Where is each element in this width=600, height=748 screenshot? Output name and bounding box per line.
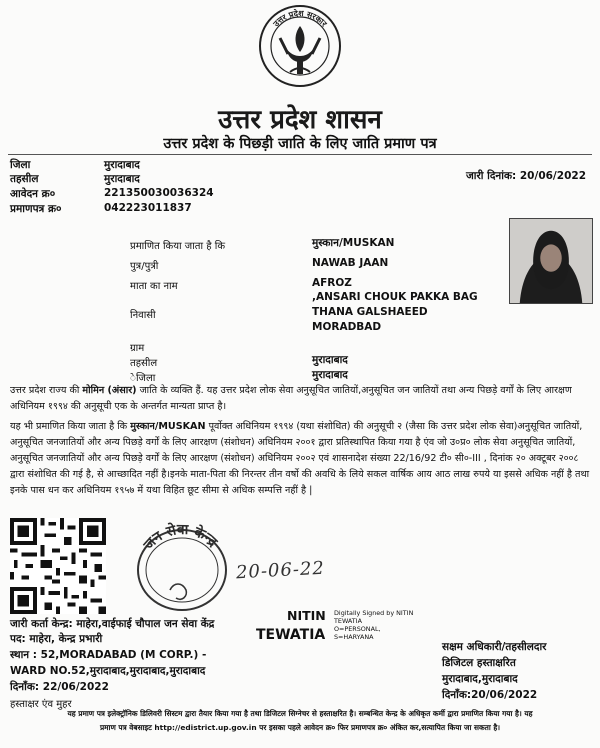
address-line-2: THANA GALSHAEED [312,306,428,318]
issuer-post: पद: माहेरा, केन्द्र प्रभारी [10,633,103,645]
up-government-seal-icon [258,4,342,88]
caste-name: मोमिन (अंसार) [82,385,137,396]
field-district-value: मुरादाबाद [312,369,348,381]
address-line-1: ,ANSARI CHOUK PAKKA BAG [312,291,478,303]
certified-label: प्रमाणित किया जाता है कि [130,241,226,252]
authority-signed: डिजिटल हस्ताक्षरित [442,657,516,669]
authority-place: मुरादाबाद,मुरादाबाद [442,673,518,685]
footer-line-1: यह प्रमाण पत्र इलेक्ट्रॉनिक डिलिवरी सिस्टम द्वारा तैयार किया गया है तथा डिजिटल सिग्नेचर से हस्ताक्षरित है। सम्बन्धित केन्द्र के अधिकृत कर्मी द्वारा प्रमाणित किया गया है। यह [67,709,533,718]
certification-paragraph [10,419,592,499]
applicant-photo [509,218,593,304]
father-label: पुत्र/पुत्री [130,261,159,272]
signer-name-last: TEWATIA [256,627,326,643]
footer-line-2: प्रमाण पत्र वेबसाइट http://edistrict.up.gov.in पर इसका पहले आवेदन क्र० फिर प्रमाणपत्र क्र० अंकित कर,सत्यापित किया जा सकता है। [99,723,501,732]
p2-text-b: पूर्वोक्त अधिनियम १९९४ (यथा संशोधित) की अनुसूची २ (जैसा कि उत्तर प्रदेश लोक सेवा)अनुसूचित जातियों, अनुसूचित जनजातियों और अन्य पिछड़े वर्गों के लिए आरक्षण (संशोधन) अधिनियम २००१ द्वारा प्रतिस्थापित किया गया है एंव जो उ०प्र० लोक सेवा अनुसूचित जातियों, अनुसूचित जनजातियों और अन्य पिछड़े वर्गों के लिए आरक्षण (संशोधन) अधिनियम २००२ एवं शासनादेश संख्या 22/16/92 टी० सी०-III , दिनांक २० अक्टूबर २००८ द्वारा संशोधित की गई है, से आच्छादित नहीं है।इनके माता-पिता की निरन्तर तीन वर्षो की अवधि के लिये सकल वार्षिक आय आठ लाख रुपये या इससे अधिक नहीं है तथा इनके पास धन कर अधिनियम १९५७ में यथा विहित छूट सीमा से अधिक सम्पत्ति नहीं है | [10,421,590,496]
p2-applicant-name: मुस्कान/MUSKAN [130,421,206,432]
title-divider [8,154,592,155]
field-tehsil-label: तहसील [130,358,158,369]
district-label: जिला [10,159,31,171]
tehsil-label: तहसील [10,173,39,185]
verification-footer [8,707,592,735]
resident-label: निवासी [130,310,156,321]
certificate-number-value: 042223011837 [104,202,192,214]
p2-text-a: यह भी प्रमाणित किया जाता है कि [10,421,131,432]
dsig-line-1: Digitally Signed by NITIN [334,609,414,617]
svg-text:जन सेवा केन्द्र [140,521,221,554]
certificate-title: उत्तर प्रदेश के पिछड़ी जाति के लिए जाति प्रमाण पत्र [163,135,437,152]
field-district-label: ेजिला [130,373,156,384]
tehsil-value: मुरादाबाद [104,173,140,185]
p1-text-b: जाति के व्यक्ति हैं. यह उत्तर प्रदेश लोक सेवा अनुसूचित जातियों,अनुसूचित जन जातियों तथा अन्य पिछड़े वर्गों के लिए आरक्षण अधिनियम १९९४ की अनुसूची एक के अन्तर्गत मान्यता प्राप्त है। [10,385,572,412]
applicant-name: मुस्कान/MUSKAN [312,237,395,249]
certificate-number-label: प्रमाणपत्र क्र० [10,203,62,215]
application-number-value: 221350030036324 [104,187,214,199]
dsig-line-2: TEWATIA [334,617,362,625]
mother-label: माता का नाम [130,281,178,292]
qr-code-icon [10,518,106,614]
handwritten-date: 20-06-22 [235,557,326,584]
digital-signature-details [334,609,413,641]
government-title: उत्तर प्रदेश शासन [218,105,382,135]
village-label: ग्राम [130,343,145,354]
issue-date: जारी दिनांक: 20/06/2022 [465,170,586,182]
mother-name: AFROZ [312,277,352,289]
jan-seva-kendra-stamp [130,520,238,620]
dsig-line-3: O=PERSONAL, [334,625,381,633]
signature-seal-label: हस्ताक्षर एंव मुहर [10,699,72,710]
signer-name-first: NITIN [287,608,326,623]
stamp-text: जन सेवा केन्द्र [140,521,221,554]
issuer-ward: WARD NO.52,मुरादाबाद,मुरादाबाद,मुरादाबाद [10,665,206,677]
district-value: मुरादाबाद [104,159,140,171]
authority-title: सक्षम अधिकारी/तहसीलदार [442,641,547,653]
issuer-date: दिनाँक: 22/06/2022 [10,681,109,693]
field-tehsil-value: मुरादाबाद [312,354,348,366]
address-line-3: MORADBAD [312,321,382,333]
seal-text: उत्तर प्रदेश सरकार [271,8,329,29]
issuing-center: जारी कर्ता केन्द्र: माहेरा,वाईफाई चौपाल जन सेवा केंद्र [10,618,215,630]
authority-date: दिनाँक:20/06/2022 [442,689,538,701]
caste-paragraph [10,383,592,415]
father-name: NAWAB JAAN [312,257,389,269]
p1-text-a: उत्तर प्रदेश राज्य की [10,385,83,396]
issuer-place: स्थान : 52,MORADABAD (M CORP.) - [10,649,207,661]
application-number-label: आवेदन क्र० [10,188,56,200]
dsig-line-4: S=HARYANA [334,633,374,641]
